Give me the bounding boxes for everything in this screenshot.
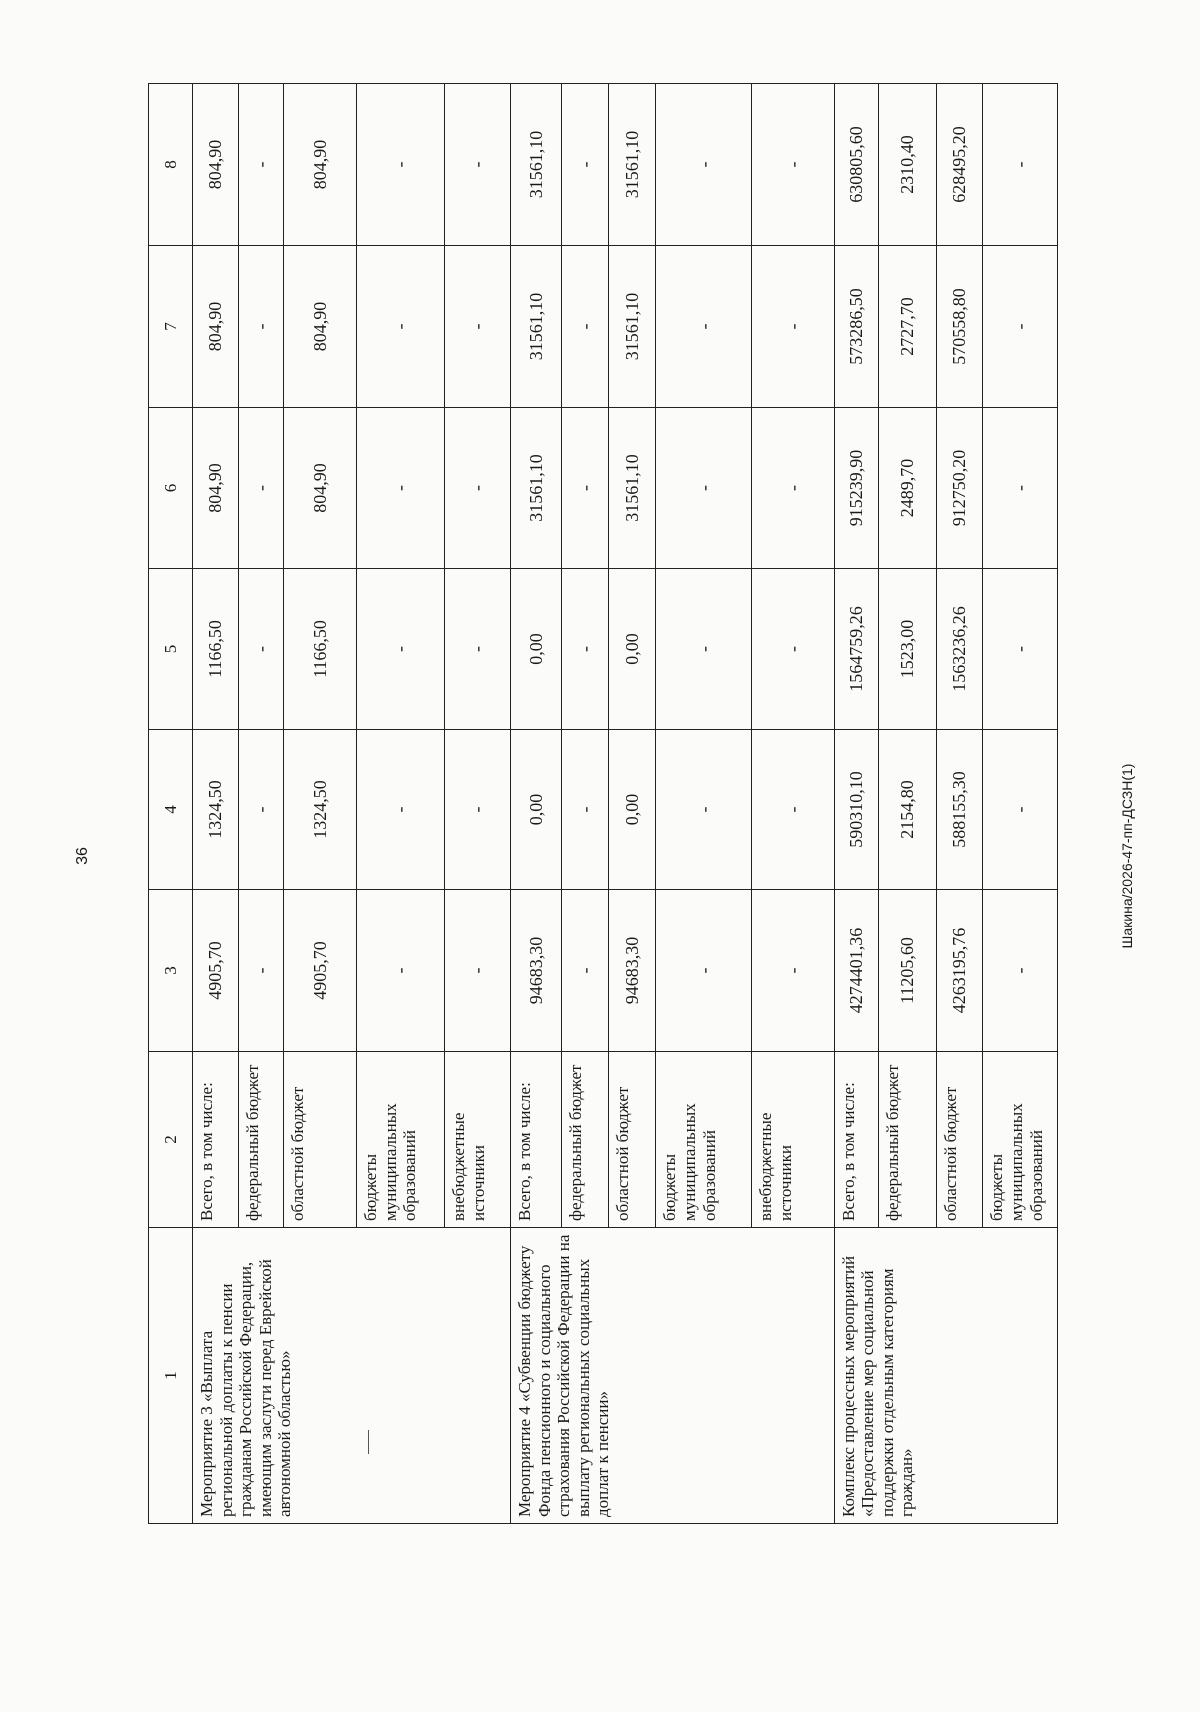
amount-cell: - xyxy=(656,890,752,1052)
amount-cell: - xyxy=(239,730,284,890)
amount-cell: - xyxy=(239,890,284,1052)
amount-cell: - xyxy=(445,730,511,890)
amount-cell: 0,00 xyxy=(511,730,562,890)
amount-cell: 1563236,26 xyxy=(937,569,983,730)
amount-cell: 588155,30 xyxy=(937,730,983,890)
funding-source: областной бюджет xyxy=(284,1052,357,1228)
funding-source: внебюджетные источники xyxy=(445,1052,511,1228)
amount-cell: - xyxy=(445,246,511,408)
amount-cell: 94683,30 xyxy=(511,890,562,1052)
amount-cell: - xyxy=(752,408,835,569)
amount-cell: 1166,50 xyxy=(193,569,239,730)
amount-cell: - xyxy=(561,569,608,730)
amount-cell: 630805,60 xyxy=(834,84,878,246)
header-row xyxy=(149,84,193,1524)
amount-cell: 4905,70 xyxy=(193,890,239,1052)
amount-cell: - xyxy=(445,890,511,1052)
funding-source: областной бюджет xyxy=(937,1052,983,1228)
amount-cell: 0,00 xyxy=(609,730,656,890)
amount-cell: 2154,80 xyxy=(878,730,936,890)
amount-cell: - xyxy=(656,569,752,730)
table-row xyxy=(511,84,562,1524)
amount-cell: 573286,50 xyxy=(834,246,878,408)
amount-cell: 31561,10 xyxy=(511,246,562,408)
funding-table xyxy=(148,83,1058,1524)
amount-cell: - xyxy=(239,84,284,246)
amount-cell: 1324,50 xyxy=(284,730,357,890)
amount-cell: - xyxy=(357,569,445,730)
amount-cell: - xyxy=(561,730,608,890)
funding-source: Всего, в том числе: xyxy=(193,1052,239,1228)
amount-cell: 31561,10 xyxy=(609,408,656,569)
amount-cell: - xyxy=(656,408,752,569)
amount-cell: 31561,10 xyxy=(609,84,656,246)
amount-cell: - xyxy=(983,246,1058,408)
amount-cell: 31561,10 xyxy=(609,246,656,408)
amount-cell: - xyxy=(983,84,1058,246)
amount-cell: - xyxy=(357,84,445,246)
amount-cell: 31561,10 xyxy=(511,84,562,246)
amount-cell: - xyxy=(561,408,608,569)
funding-source: бюджеты муниципальных образований xyxy=(983,1052,1058,1228)
amount-cell: - xyxy=(239,408,284,569)
amount-cell: - xyxy=(561,84,608,246)
column-header: 6 xyxy=(149,408,193,569)
amount-cell: 1166,50 xyxy=(284,569,357,730)
amount-cell: - xyxy=(239,246,284,408)
amount-cell: - xyxy=(445,569,511,730)
amount-cell: - xyxy=(752,730,835,890)
amount-cell: - xyxy=(752,890,835,1052)
activity-name: Мероприятие 3 «Выплата региональной доплаты к пенсии гражданам Российской Федерации, имеющим заслуги перед Еврейской автономной областью» xyxy=(193,1228,511,1524)
amount-cell: 804,90 xyxy=(193,246,239,408)
column-header: 5 xyxy=(149,569,193,730)
table-container xyxy=(148,84,1058,1524)
amount-cell: - xyxy=(445,408,511,569)
amount-cell: - xyxy=(561,890,608,1052)
document-stamp: Шакина/2026-47-пп-ДСЗН(1) xyxy=(1119,763,1135,949)
amount-cell: 912750,20 xyxy=(937,408,983,569)
amount-cell: 0,00 xyxy=(511,569,562,730)
funding-source: бюджеты муниципальных образований xyxy=(357,1052,445,1228)
amount-cell: 804,90 xyxy=(193,408,239,569)
column-header: 8 xyxy=(149,84,193,246)
amount-cell: - xyxy=(752,569,835,730)
amount-cell: 915239,90 xyxy=(834,408,878,569)
activity-name: Мероприятие 4 «Субвенции бюджету Фонда пенсионного и социального страхования Российской Федерации на выплату региональных социальных доплат к пенсии» xyxy=(511,1228,835,1524)
table-row xyxy=(193,84,239,1524)
amount-cell: 628495,20 xyxy=(937,84,983,246)
amount-cell: - xyxy=(656,730,752,890)
amount-cell: 804,90 xyxy=(284,84,357,246)
amount-cell: 1564759,26 xyxy=(834,569,878,730)
amount-cell: 2727,70 xyxy=(878,246,936,408)
amount-cell: - xyxy=(983,730,1058,890)
amount-cell: - xyxy=(357,408,445,569)
amount-cell: 94683,30 xyxy=(609,890,656,1052)
funding-source: федеральный бюджет xyxy=(878,1052,936,1228)
amount-cell: 4263195,76 xyxy=(937,890,983,1052)
amount-cell: - xyxy=(983,890,1058,1052)
amount-cell: - xyxy=(656,246,752,408)
column-header: 7 xyxy=(149,246,193,408)
amount-cell: 11205,60 xyxy=(878,890,936,1052)
amount-cell: 1324,50 xyxy=(193,730,239,890)
amount-cell: - xyxy=(357,246,445,408)
funding-source: бюджеты муниципальных образований xyxy=(656,1052,752,1228)
amount-cell: 2489,70 xyxy=(878,408,936,569)
amount-cell: 804,90 xyxy=(193,84,239,246)
amount-cell: 570558,80 xyxy=(937,246,983,408)
amount-cell: 1523,00 xyxy=(878,569,936,730)
activity-name: Комплекс процессных мероприятий «Предоставление мер социальной поддержки отдельным категориям граждан» xyxy=(834,1228,1057,1524)
funding-source: областной бюджет xyxy=(609,1052,656,1228)
amount-cell: - xyxy=(357,730,445,890)
rotated-table xyxy=(148,84,1058,1524)
funding-source: внебюджетные источники xyxy=(752,1052,835,1228)
amount-cell: - xyxy=(239,569,284,730)
table-body xyxy=(193,84,1058,1524)
amount-cell: 4905,70 xyxy=(284,890,357,1052)
amount-cell: 0,00 xyxy=(609,569,656,730)
column-header: 1 xyxy=(149,1228,193,1524)
funding-source: Всего, в том числе: xyxy=(511,1052,562,1228)
amount-cell: 804,90 xyxy=(284,246,357,408)
column-header: 4 xyxy=(149,730,193,890)
amount-cell: - xyxy=(445,84,511,246)
column-header: 3 xyxy=(149,890,193,1052)
funding-source: федеральный бюджет xyxy=(239,1052,284,1228)
amount-cell: 804,90 xyxy=(284,408,357,569)
amount-cell: - xyxy=(752,84,835,246)
funding-source: федеральный бюджет xyxy=(561,1052,608,1228)
column-header: 2 xyxy=(149,1052,193,1228)
amount-cell: - xyxy=(357,890,445,1052)
amount-cell: 31561,10 xyxy=(511,408,562,569)
amount-cell: - xyxy=(561,246,608,408)
amount-cell: 2310,40 xyxy=(878,84,936,246)
amount-cell: - xyxy=(656,84,752,246)
amount-cell: - xyxy=(983,408,1058,569)
amount-cell: - xyxy=(752,246,835,408)
page-number: 36 xyxy=(74,847,91,865)
amount-cell: 590310,10 xyxy=(834,730,878,890)
table-row xyxy=(834,84,878,1524)
funding-source: Всего, в том числе: xyxy=(834,1052,878,1228)
amount-cell: 4274401,36 xyxy=(834,890,878,1052)
amount-cell: - xyxy=(983,569,1058,730)
